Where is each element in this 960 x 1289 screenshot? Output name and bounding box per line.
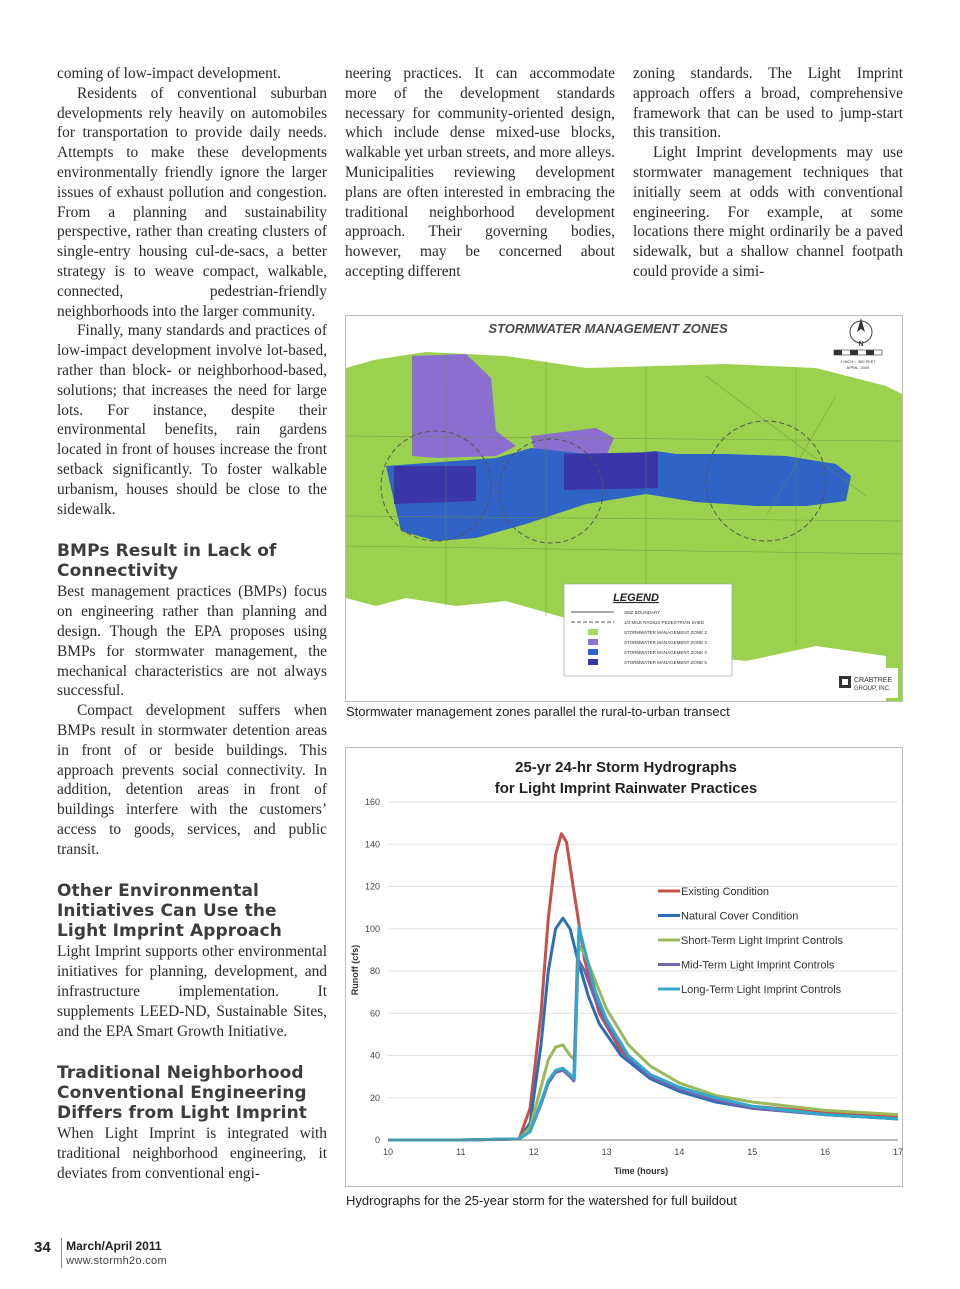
logo-line-2: GROUP, INC.	[854, 686, 891, 692]
crabtree-logo-icon	[839, 676, 851, 688]
paragraph: Residents of conventional suburban developments rely heavily on automobiles for transportation to provide daily needs. Attempts to make these developments environmentally friendly ignore the larger issues of exhaust pollution and congestion. From a planning and sustainability perspective, rather than creating clusters of single-entry housing cul-de-sacs, a better strategy is to weave compact, walkable, connected, pedestrian-friendly neighborhoods into the larger community.	[57, 84, 327, 320]
legend-swatch-zone-5	[588, 659, 598, 665]
chart-caption: Hydrographs for the 25-year storm for the watershed for full buildout	[346, 1193, 737, 1208]
legend-swatch-zone-2	[588, 629, 598, 635]
y-tick-label: 20	[369, 1092, 380, 1103]
y-axis-label: Runoff (cfs)	[350, 944, 360, 996]
x-tick-label: 13	[601, 1147, 612, 1157]
paragraph: When Light Imprint is integrated with traditional neighborhood engineering, it deviates from conventional engi-	[57, 1125, 327, 1183]
x-tick-label: 11	[456, 1147, 466, 1157]
y-tick-label: 140	[364, 839, 380, 850]
paragraph: neering practices. It can accommodate more of the development standards necessary for community-oriented design, which include dense mixed-use blocks, walkable yet urban streets, and more alleys. Municipalities reviewing development plans are often interested in embracing the traditional neighborhood development approach. Their governing bodies, however, may be concerned about accepting different	[345, 65, 615, 280]
scale-note: 1 INCH = 300 FEET	[840, 359, 876, 364]
logo-line-1: CRABTREE	[854, 677, 893, 684]
y-tick-label: 60	[369, 1008, 380, 1019]
paragraph: Compact development suffers when BMPs result in stormwater detention areas in front of or beside buildings. This approach prevents social connectivity. In addition, detention areas in front of buildings interfere with the customers’ access to goods, services, and public transit.	[57, 702, 327, 858]
legend-label: Existing Condition	[681, 886, 770, 898]
chart-subtitle: for Light Imprint Rainwater Practices	[494, 780, 758, 797]
legend-label: STORMWATER MANAGEMENT ZONE 2	[624, 630, 707, 635]
y-tick-label: 40	[369, 1050, 380, 1061]
x-tick-label: 15	[747, 1147, 758, 1157]
legend-label: SMZ BOUNDARY	[624, 610, 661, 615]
legend-label: 1/4 MILE RADIUS PEDESTRIAN SHED	[624, 620, 705, 625]
series-line-2	[388, 918, 898, 1140]
hydrograph-chart	[346, 748, 902, 1186]
section-heading: Other Environmental Initiatives Can Use the Light Imprint Approach	[57, 881, 282, 942]
x-tick-label: 10	[382, 1147, 394, 1157]
svg-text:N: N	[858, 341, 864, 348]
chart-title: 25-yr 24-hr Storm Hydrographs	[515, 759, 737, 776]
x-axis-label: Time (hours)	[613, 1166, 669, 1176]
stormwater-map-figure	[345, 315, 903, 702]
legend-label: Mid-Term Light Imprint Controls	[681, 959, 835, 972]
zone-5-area	[564, 452, 658, 490]
website-url: www.stormh2o.com	[66, 1255, 167, 1267]
section-heading: Traditional Neighborhood Conventional Engineering Differs from Light Imprint	[57, 1063, 307, 1124]
legend-label: STORMWATER MANAGEMENT ZONE 4	[624, 650, 707, 655]
legend-label: STORMWATER MANAGEMENT ZONE 5	[624, 660, 707, 665]
issue-date: March/April 2011	[66, 1239, 162, 1253]
x-tick-label: 16	[820, 1147, 831, 1157]
x-tick-label: 14	[674, 1147, 685, 1157]
zone-5-area	[394, 466, 476, 504]
legend-label: Natural Cover Condition	[681, 910, 799, 923]
scale-bar	[834, 350, 882, 355]
footer-publication	[61, 1238, 167, 1268]
series-line-3	[388, 946, 898, 1140]
x-tick-label: 12	[528, 1147, 539, 1157]
paragraph: zoning standards. The Light Imprint approach offers a broad, comprehensive framework that can be used to jump-start this transition.	[633, 65, 903, 142]
paragraph: Best management practices (BMPs) focus on engineering rather than planning and design. Though the EPA proposes using BMPs for stormwater management, the mechanical characteristics are not always successful.	[57, 583, 327, 700]
article-column-1	[57, 64, 327, 1184]
x-tick-label: 17	[892, 1147, 904, 1157]
paragraph: Light Imprint developments may use stormwater management techniques that initially seem at odds with conventional engineering. For example, at some locations there might ordinarily be a paved sidewalk, but a shallow channel footpath could provide a simi-	[633, 144, 903, 280]
paragraph: Finally, many standards and practices of low-impact development involve lot-based, rather than block- or neighborhood-based, solutions; that increases the need for large lots. For instance, despite their environmental benefits, rain gardens located in front of houses increase the front setback significantly. To foster walkable urbanism, houses should be close to the sidewalk.	[57, 322, 327, 518]
date-note: APRIL, 2009	[846, 365, 870, 370]
legend-label: Short-Term Light Imprint Controls	[681, 935, 843, 947]
y-tick-label: 120	[364, 881, 380, 892]
map-title: STORMWATER MANAGEMENT ZONES	[488, 321, 728, 336]
y-tick-label: 160	[364, 797, 380, 807]
y-tick-label: 80	[369, 966, 380, 976]
legend-label: Long-Term Light Imprint Controls	[681, 984, 842, 996]
hydrograph-figure	[345, 747, 903, 1187]
paragraph: Light Imprint supports other environmental initiatives for planning, development, and infrastructure implementation. It supplements LEED-ND, Sustainable Sites, and the EPA Smart Growth Initiative.	[57, 943, 327, 1040]
page-number: 34	[34, 1239, 51, 1256]
legend-swatch-zone-3	[588, 639, 598, 645]
article-column-3	[633, 64, 903, 282]
y-tick-label: 100	[364, 923, 380, 934]
legend-title: LEGEND	[613, 592, 659, 604]
y-tick-label: 0	[374, 1135, 380, 1145]
article-column-2	[345, 64, 615, 282]
section-heading: BMPs Result in Lack of Connectivity	[57, 541, 277, 582]
page-footer	[34, 1238, 167, 1268]
paragraph: coming of low-impact development.	[57, 65, 281, 82]
map-caption: Stormwater management zones parallel the rural-to-urban transect	[346, 704, 730, 719]
legend-label: STORMWATER MANAGEMENT ZONE 3	[624, 640, 707, 645]
legend-swatch-zone-4	[588, 649, 598, 655]
stormwater-map	[346, 316, 902, 701]
